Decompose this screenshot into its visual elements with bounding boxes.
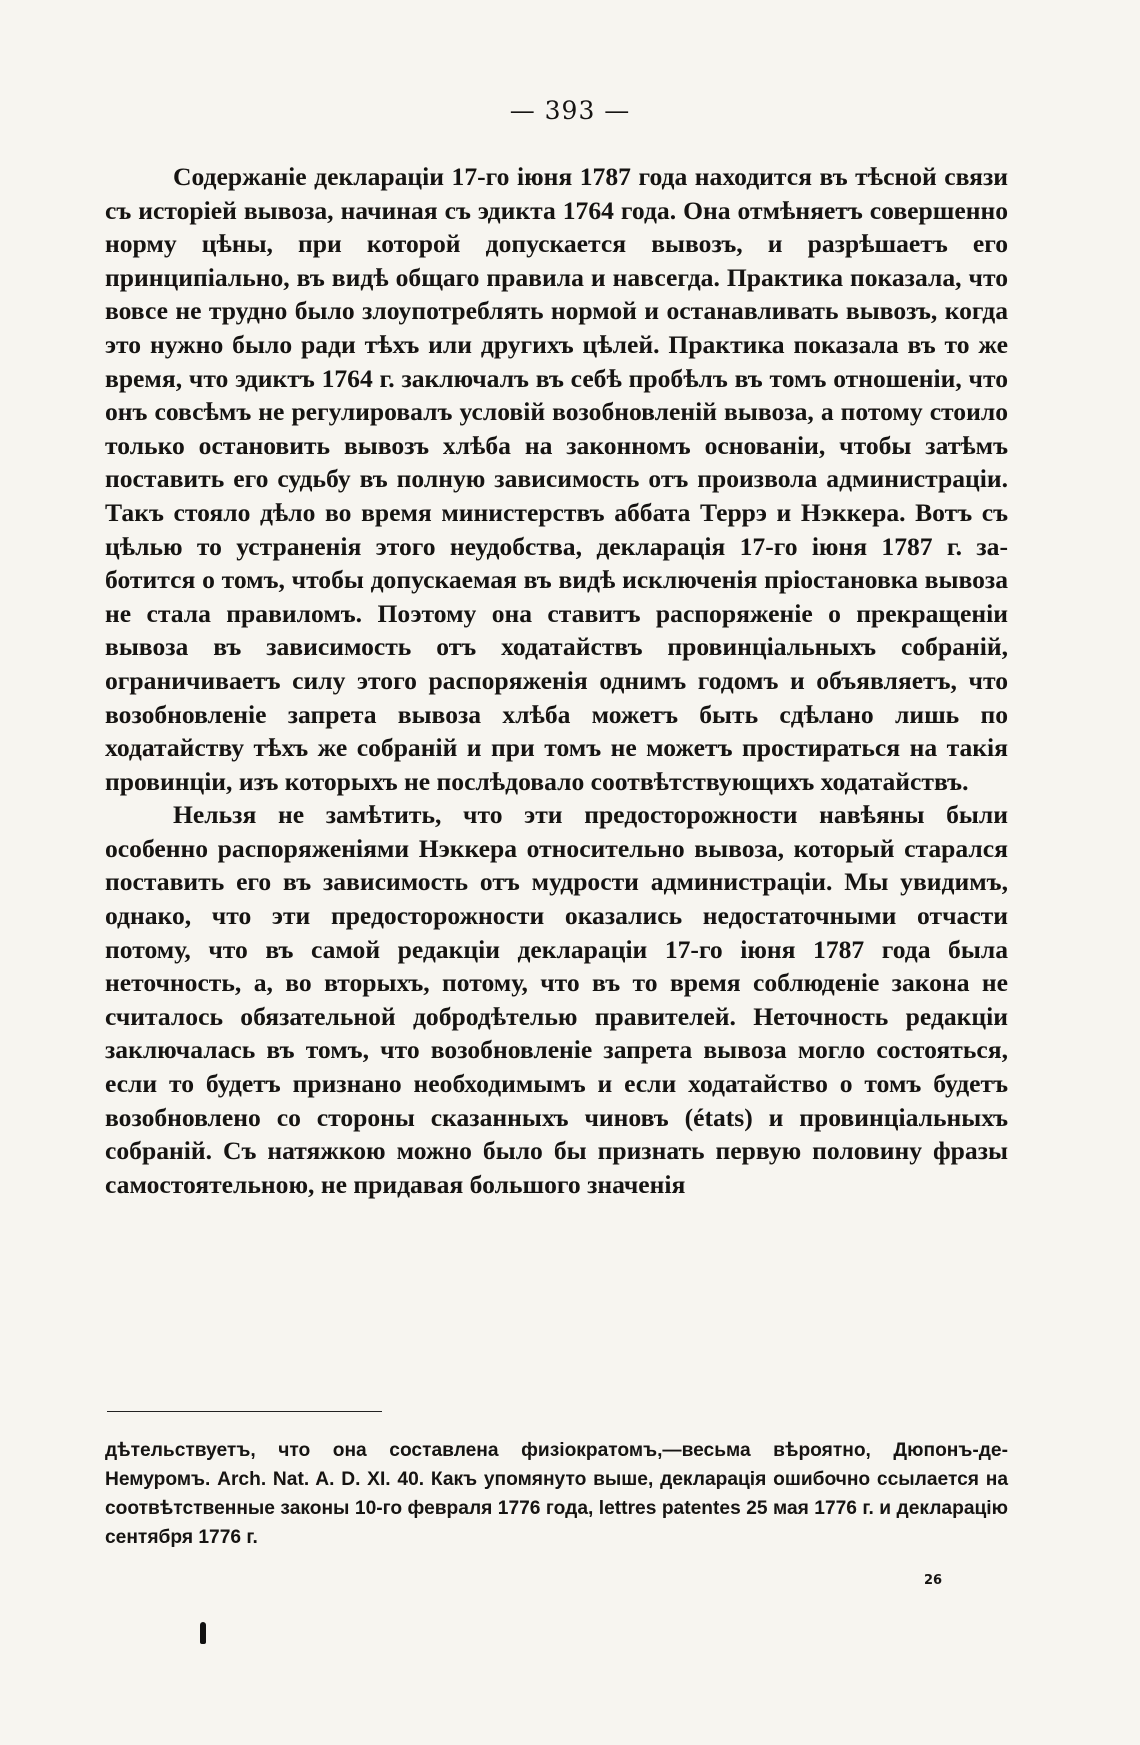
printer-signature-mark: 26	[924, 1573, 943, 1588]
footnote-text: дѣтельствуетъ, что она составлена физіократомъ,—весьма вѣроятно, Дюпонъ-де-Немуромъ. Arch. Nat. A. D. XI. 40. Какъ упомянуто выше, декларація ошибочно ссылается на соотвѣтственные законы 10-го февраля 1776 года, lettres patentes 25 мая 1776 г. и декларацію сентября 1776 г.	[105, 1440, 1008, 1548]
paragraph-1: Содержаніе деклараціи 17-го іюня 1787 года находится въ тѣсной связи съ исторіей вывоза, начиная съ эдикта 1764 года. Она отмѣняетъ совершенно норму цѣны, при которой допускается вывозъ, и разрѣшаетъ его принципіально, въ видѣ общаго правила и навсегда. Практика показала, что вовсе не трудно было злоупотреблять нормой и останавливать вывозъ, когда это нужно было ради тѣхъ или другихъ цѣлей. Практика показала въ то же время, что эдиктъ 1764 г. заключалъ въ себѣ пробѣлъ въ томъ отношеніи, что онъ совсѣмъ не регулировалъ условій возобновленій вывоза, а потому стоило только остановить вывозъ хлѣба на законномъ основаніи, чтобы затѣмъ поставить его судьбу въ полную зависимость отъ произвола администраціи. Такъ стояло дѣло во время министерствъ аббата Террэ и Нэккера. Вотъ съ цѣлью то устраненія этого неудобства, декларація 17-го іюня 1787 г. заботится о томъ, чтобы допускаемая въ видѣ исключенія пріостановка вывоза не стала правиломъ. Поэтому она ставитъ распоряженіе о прекращеніи вывоза въ зависимость отъ ходатайствъ провинціальныхъ собраній, ограничиваетъ силу этого распоряженія однимъ годомъ и объявляетъ, что возобновленіе запрета вывоза хлѣба можетъ быть сдѣлано лишь по ходатайству тѣхъ же собраній и при томъ не можетъ простираться на такія провинціи, изъ которыхъ не послѣдовало соотвѣтствующихъ ходатайствъ.	[105, 162, 1008, 796]
footnote-divider	[107, 1411, 382, 1412]
main-text	[105, 160, 1008, 1201]
page-number: — 393 —	[509, 96, 631, 125]
footnote	[105, 1436, 1008, 1552]
ink-blot-mark	[200, 1622, 206, 1644]
paragraph-2: Нельзя не замѣтить, что эти предосторожности навѣяны были особенно распоряженіями Нэккера относительно вывоза, который старался поставить его въ зависимость отъ мудрости администраціи. Мы увидимъ, однако, что эти предосторожности оказались недостаточными отчасти потому, что въ самой редакціи деклараціи 17-го іюня 1787 года была неточность, а, во вторыхъ, потому, что въ то время соблюденіе закона не считалось обязательной добродѣтелью правителей. Неточность редакціи заключалась въ томъ, что возобновленіе запрета вывоза могло состояться, если то будетъ признано необходимымъ и если ходатайство о томъ будетъ возобновлено со стороны сказанныхъ чиновъ (états) и провинціальныхъ собраній. Съ натяжкою можно было бы признать первую половину фразы самостоятельною, не придавая большого значенія	[105, 800, 1008, 1199]
